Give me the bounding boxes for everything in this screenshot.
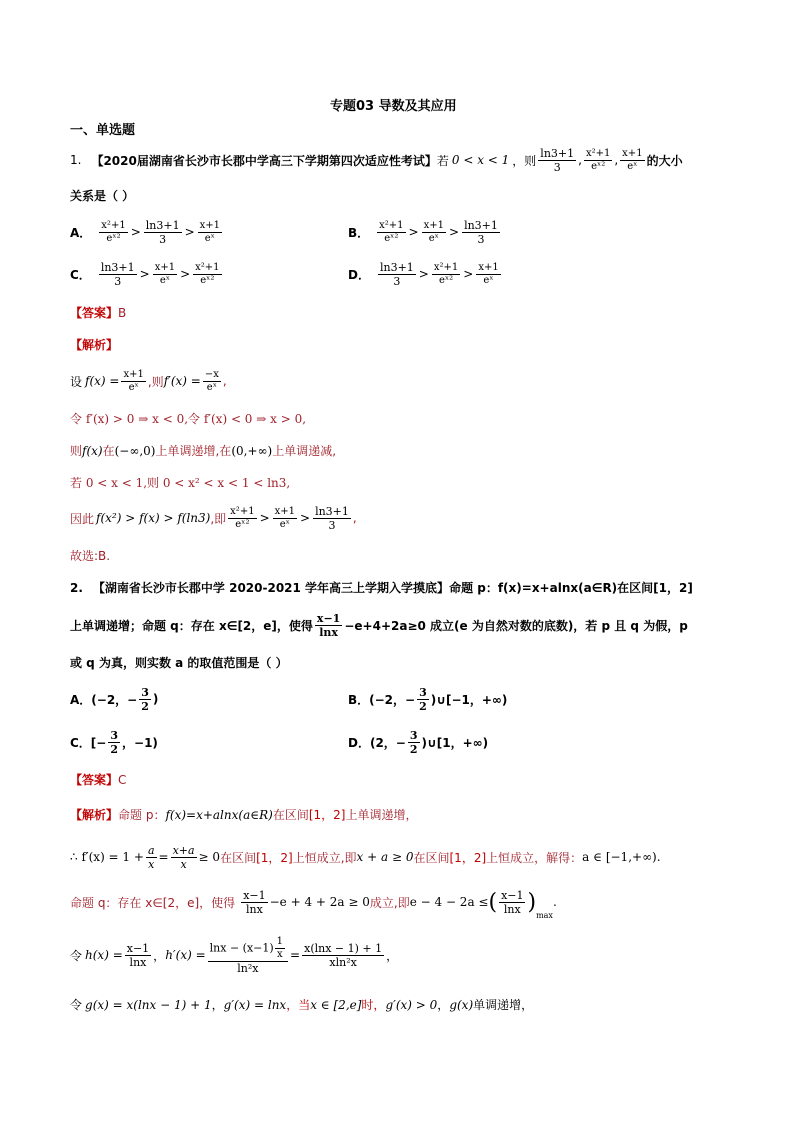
q1-step-2: 令 f′(x) > 0 ⇒ x < 0,令 f′(x) < 0 ⇒ x > 0, (70, 412, 307, 426)
q1-step-3: 则 f(x) 在 (−∞,0) 上单调递增,在 (0,+∞) 上单调递减, (70, 443, 337, 458)
option-c-label: C． (70, 267, 91, 282)
answer-value: B (118, 305, 127, 320)
q1-option-a[interactable]: A． $\frac{\text{x²+1}}{\text{eˣ²}}$ > $\frac{\ln 3+1}{3}$ > $\frac{x+1}{\text{eˣ}}$ (70, 218, 221, 246)
q2-number: 2. (70, 580, 83, 595)
q2-analysis-tag: 【解析】 (70, 808, 119, 822)
q2-analysis-2: ∴ f′(x) = 1 + $\frac{a}{x}$ = $\frac{x+a}{x}$ ≥ 0 在区间 [1，2] 上恒成立,即 x + a ≥ 0 在区间 [1，2] 上恒成立，解得： a ∈ [−1,+∞). (70, 843, 661, 871)
q1-option-b[interactable]: B． $\frac{\text{x²+1}}{\text{eˣ²}}$ > $\frac{x+1}{\text{eˣ}}$ > $\frac{\ln 3+1}{3}$ (348, 218, 498, 246)
q1-lead: 若 (436, 153, 449, 168)
q2-analysis-3: 命题 q：存在 x∈[2，e]，使得 $\frac{x-1}{\ln x}$ −e + 4 + 2a ≥ 0 成立,即 e − 4 − 2a ≤ ( $\frac{x-1}{\ln x}$ ) max . (70, 888, 557, 920)
q1-step-4: 若 0 < x < 1,则 0 < x² < x < 1 < ln3, (70, 476, 291, 490)
q2-source: 【湖南省长沙市长郡中学 2020-2021 学年高三上学期入学摸底】 (92, 581, 450, 595)
answer-tag: 【答案】 (70, 306, 119, 320)
q1-condition: 0 < x < 1 (451, 153, 510, 167)
q2-option-a[interactable]: A．(−2，− $\frac{3}{2}$ ) (70, 685, 159, 713)
q1-frac-x1: $\frac{x+1}{\text{eˣ}}$ (622, 147, 643, 172)
q1-conclusion: 故选:B. (70, 549, 111, 563)
option-b-label: B． (348, 225, 370, 240)
q2-option-b[interactable]: B．(−2，− $\frac{3}{2}$ )∪[−1，+∞) (348, 685, 508, 713)
page-title: 专题03 导数及其应用 (330, 99, 457, 114)
q1-option-d[interactable]: D． $\frac{\ln 3+1}{3}$ > $\frac{\text{x²+1}}{\text{eˣ²}}$ > $\frac{x+1}{\text{eˣ}}$ (348, 260, 499, 288)
q2-option-d[interactable]: D．(2，− $\frac{3}{2}$ )∪[1，+∞) (348, 728, 489, 756)
q2-proposition-p: 命题 p：f(x)=x+alnx(a∈R)在区间[1，2] (449, 581, 693, 595)
q2-analysis-4: 令 h(x) = $\frac{x-1}{\ln x}$ ， h′(x) = lnx − (x−1) $\frac{1}{x}$ ln²x = $\frac{x(\ln x - 1) + 1}{\text{xln²x}}$ ， (70, 935, 399, 975)
q1-frac-x2: $\frac{\text{x²+1}}{\text{eˣ²}}$ (585, 147, 611, 172)
q1-tail: 的大小 (646, 153, 683, 168)
q1-stem: 1. 【2020届湖南省长沙市长郡中学高三下学期第四次适应性考试】 若 0 < x < 1 ，则 $\frac{\ln 3+1}{3}$ , $\frac{\text{x²+1}}{\text{eˣ²}}$ , $\frac{x+1}{\text{eˣ}}$ 的大小 (70, 146, 683, 174)
q1-step-1: 设 f(x) = $\frac{x+1}{\text{eˣ}}$ ,则 f′(x) = $\frac{-x}{\text{eˣ}}$ , (70, 368, 227, 393)
q2-analysis-5: 令 g(x) = x(lnx − 1) + 1 ， g′(x) = lnx ，当 x ∈ [2,e] 时， g′(x) > 0 ， g(x) 单调递增， (70, 997, 534, 1012)
option-d-label: D． (348, 267, 370, 282)
q1-then: ，则 (512, 153, 537, 168)
q2-analysis-1: 【解析】 命题 p： f(x)=x+alnx(a∈R) 在区间 [1，2] 上单调递增， (70, 807, 418, 822)
q1-answer (70, 304, 126, 321)
answer-tag: 【答案】 (70, 773, 119, 787)
q1-number: 1. (70, 153, 82, 167)
q2-answer (70, 771, 126, 788)
option-a-label: A． (70, 225, 92, 240)
q1-frac-ln3: $\frac{\ln 3+1}{3}$ (540, 146, 575, 174)
q1-source: 【2020届湖南省长沙市长郡中学高三下学期第四次适应性考试】 (91, 153, 437, 168)
answer-value: C (118, 772, 127, 787)
q2-stem-line1 (70, 579, 693, 596)
q1-option-c[interactable]: C． $\frac{\ln 3+1}{3}$ > $\frac{x+1}{\text{eˣ}}$ > $\frac{\text{x²+1}}{\text{eˣ²}}$ (70, 260, 220, 288)
q2-option-c[interactable]: C．[− $\frac{3}{2}$ ，−1) (70, 728, 158, 756)
q2-stem-line2: 上单调递增；命题 q：存在 x∈[2，e]，使得 $\frac{x-1}{\ln x}$ −e+4+2a≥0 成立(e 为自然对数的底数)，若 p 且 q 为假，p (70, 611, 688, 639)
q1-analysis-tag: 【解析】 (70, 338, 119, 352)
q2-stem-line3: 或 q 为真，则实数 a 的取值范围是（ ） (70, 656, 288, 670)
section-heading: 一、单选题 (70, 123, 136, 138)
q1-step-5: 因此 f(x²) > f(x) > f(ln3) ,即 $\frac{\text{x²+1}}{\text{eˣ²}}$ > $\frac{x+1}{\text{eˣ}}$ > $\frac{\ln 3+1}{3}$ , (70, 504, 357, 532)
q1-stem-line2: 关系是（ ） (70, 189, 135, 203)
